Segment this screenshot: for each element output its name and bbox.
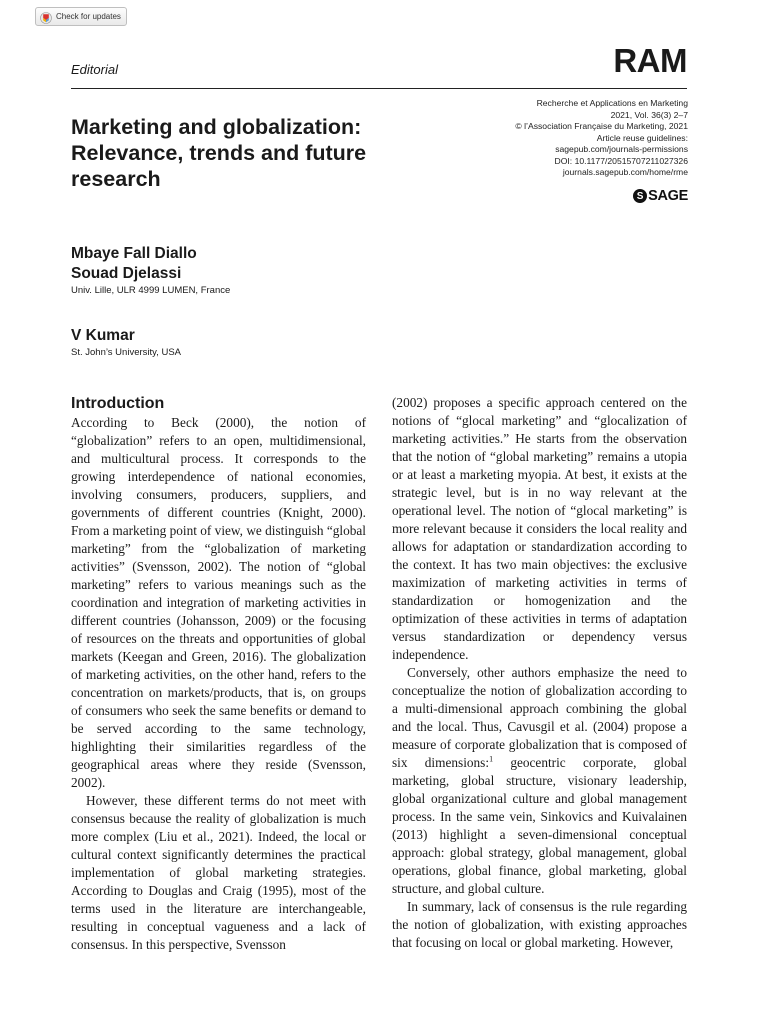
paragraph: According to Beck (2000), the notion of “globalization” refers to an open, multidimensional, and multicultural process. It corresponds to the growing interdependence of national economies, involving consumers, producers, suppliers, and governments of different countries (Knight, 2000). From a marketing point of view, we distinguish “global marketing” from the “globalization of marketing activities” (Svensson, 2002). The notion of “global marketing” refers to various meanings such as the coordination and integration of marketing activities in different countries (Johansson, 2009) or the focusing of resources on the threats and opportunities of global markets (Keegan and Green, 2016). The globalization of marketing activities, on the other hand, refers to the concentration on markets/products, that is, on groups of consumers who seek the same benefits or demand to be served according to the same technology, highlighting their similarities regardless of the geographical areas where they reside (Svensson, 2002). — [71, 415, 366, 790]
doi-link[interactable]: DOI: 10.1177/20515707211027326 — [554, 155, 688, 166]
sage-wordmark: SAGE — [648, 188, 688, 204]
journal-name: Recherche et Applications en Marketing — [536, 98, 688, 108]
author-affiliation: St. John’s University, USA — [71, 347, 181, 358]
author-affiliation: Univ. Lille, ULR 4999 LUMEN, France — [71, 285, 231, 296]
author-name: Souad Djelassi — [71, 265, 182, 282]
paragraph: In summary, lack of consensus is the rule regarding the notion of globalization, with existing approaches that focusing on local or global marketing. However, — [392, 899, 687, 950]
paragraph-text: geocentric corporate, global marketing, global structure, visionary leadership, global organizational culture and global management process. In the same vein, Sinkovics and Kuivalainen (2013) highlight a seven-dimensional conceptual approach: global strategy, global management, global operations, global finance, global marketing, global structure, and global culture. — [392, 755, 687, 896]
paragraph: However, these different terms do not meet with consensus because the reality of globalization is much more complex (Liu et al., 2021). Indeed, the local or cultural context significantly determines the practical implementation of global marketing strategies. According to Douglas and Craig (1995), most of the terms used in the literature are interchangeable, resulting in conceptual vagueness and a lack of consensus. In this perspective, Svensson — [71, 793, 366, 952]
crossmark-icon — [40, 11, 52, 23]
section-heading: Introduction — [71, 395, 165, 412]
copyright: © l’Association Française du Marketing, 2021 — [515, 121, 688, 131]
paragraph: (2002) proposes a specific approach centered on the notions of “glocal marketing” and “glocalization of marketing activities.” He starts from the observation that the notion of “global marketing” remains a utopia or at least a marketing myopia. At best, it exists at the strategic level, but is in no way relevant at the operational level. The notion of “glocal marketing” is more relevant because it considers the local reality and allows for adaptation or standardization according to the context. It has two main objectives: the exclusive maximization of marketing activities in terms of standardization or homogenization and the optimization of these activities in terms of adaptation versus standardization or dependency versus independence. — [392, 395, 687, 662]
sage-s-icon: S — [633, 189, 647, 203]
journal-link[interactable]: journals.sagepub.com/home/rme — [562, 167, 688, 177]
paragraph-text: Conversely, other authors emphasize the need to conceptualize the notion of globalization according to a multi-dimensional approach combining the global and the local. Thus, Cavusgil et al. (2004) propose a measure of corporate globalization that is composed of six dimensions: — [392, 665, 687, 770]
journal-volume: 2021, Vol. 36(3) 2–7 — [610, 109, 688, 120]
section-label: Editorial — [71, 62, 118, 77]
check-for-updates-badge[interactable] — [35, 7, 127, 26]
body-column-right — [392, 394, 687, 952]
body-column-left — [71, 394, 366, 954]
check-for-updates-label: Check for updates — [56, 12, 121, 21]
paragraph — [392, 664, 687, 898]
author-name: V Kumar — [71, 327, 135, 344]
article-title: Marketing and globalization: Relevance, trends and future research — [71, 115, 367, 191]
journal-logo: RAM — [613, 42, 687, 79]
reuse-label: Article reuse guidelines: — [596, 132, 688, 143]
journal-meta — [515, 98, 688, 179]
sage-logo — [633, 188, 688, 204]
reuse-link[interactable]: sagepub.com/journals-permissions — [555, 144, 688, 154]
author-name: Mbaye Fall Diallo — [71, 245, 197, 262]
header-rule — [71, 88, 687, 89]
footnote-marker[interactable]: 1 — [489, 754, 494, 764]
